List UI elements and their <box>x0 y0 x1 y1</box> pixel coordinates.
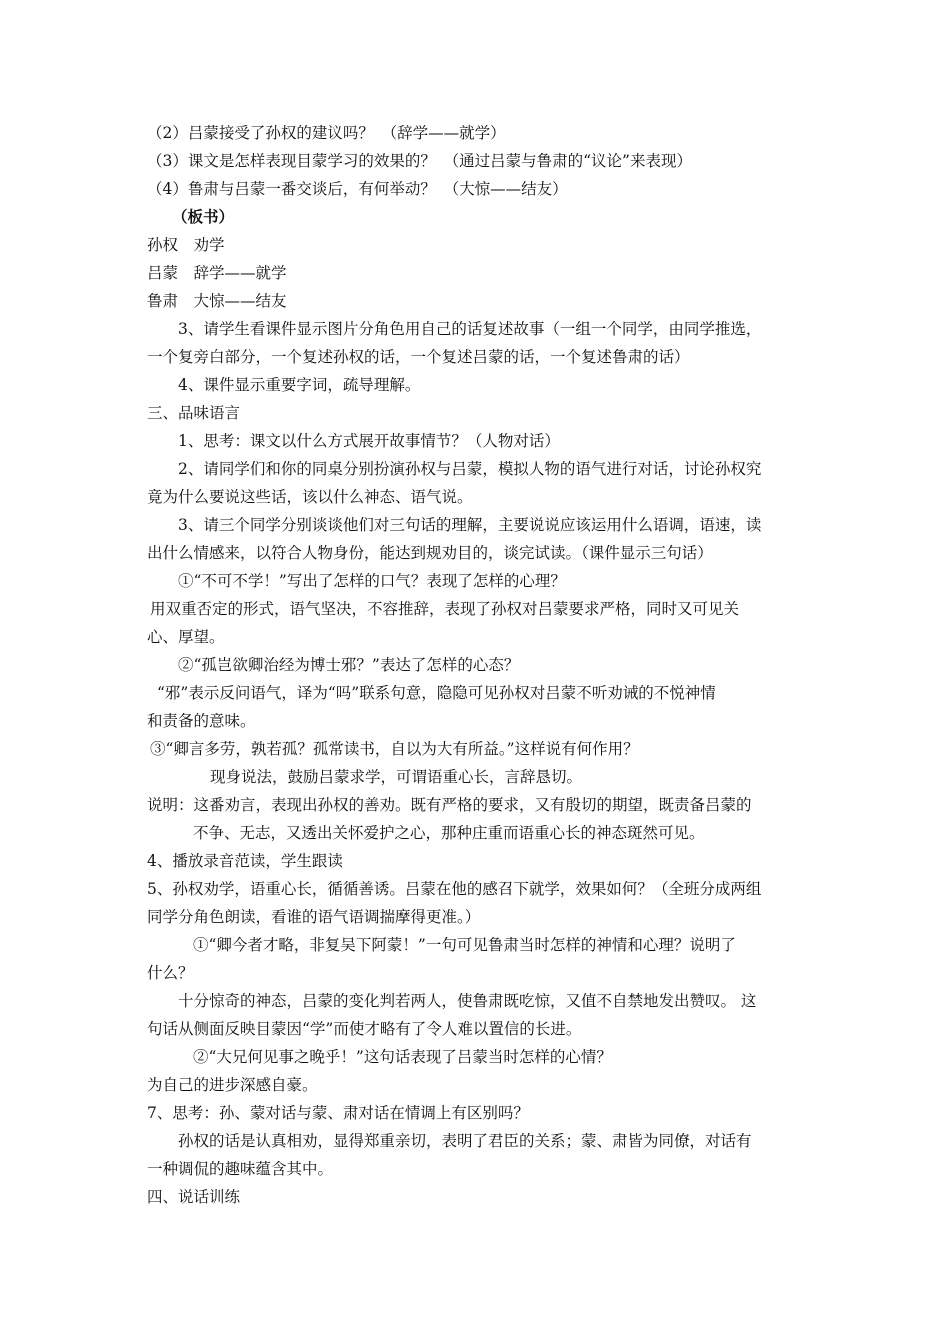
blackboard-heading: （板书） <box>172 207 235 226</box>
sentence-2-question: ②“孤岂欲卿治经为博士邪？”表达了怎样的心态？ <box>178 656 520 674</box>
three-sentences-line-2: 出什么情感来，以符合人物身份，能达到规劝目的，谈完试读。（课件显示三句话） <box>147 544 713 562</box>
step-recording: 4、播放录音范读，学生跟读 <box>147 852 343 870</box>
roleplay-line-1: 2、请同学们和你的同桌分别扮演孙权与吕蒙，模拟人物的语气进行对话，讨论孙权究 <box>178 460 762 478</box>
sentence-2-answer-line-2: 和责备的意味。 <box>147 712 256 730</box>
sentence-3-question: ③“卿言多劳，孰若孤？孤常读书，自以为大有所益。”这样说有何作用？ <box>150 740 639 758</box>
sentence-3-answer: 现身说法，鼓励吕蒙求学，可谓语重心长，言辞恳切。 <box>210 768 583 786</box>
explanation-line-1: 说明：这番劝言，表现出孙权的善劝。既有严格的要求，又有殷切的期望，既责备吕蒙的 <box>147 796 752 814</box>
lusu-question-line-1: ①“卿今者才略，非复吴下阿蒙！”一句可见鲁肃当时怎样的神情和心理？说明了 <box>193 936 736 954</box>
three-sentences-line-1: 3、请三个同学分别谈谈他们对三句话的理解，主要说说应该运用什么语调，语速，读 <box>178 516 762 534</box>
section-3-heading: 三、品味语言 <box>147 404 241 422</box>
sentence-1-answer-line-1: 用双重否定的形式，语气坚决，不容推辞，表现了孙权对吕蒙要求严格，同时又可见关 <box>150 600 740 618</box>
think-1: 1、思考：课文以什么方式展开故事情节？（人物对话） <box>178 432 560 450</box>
lumeng-answer: 为自己的进步深感自豪。 <box>147 1076 318 1094</box>
step-4: 4、课件显示重要字词，疏导理解。 <box>178 376 421 394</box>
lusu-answer-line-1: 十分惊奇的神态，吕蒙的变化判若两人，使鲁肃既吃惊，又值不自禁地发出赞叹。 这 <box>178 992 757 1010</box>
blackboard-line-1: 孙权 劝学 <box>147 236 225 254</box>
lusu-question-line-2: 什么？ <box>147 964 194 982</box>
question-2: （2）吕蒙接受了孙权的建议吗？ （辞学——就学） <box>147 124 506 142</box>
step-3-line-2: 一个复旁白部分，一个复述孙权的话，一个复述吕蒙的话，一个复述鲁肃的话） <box>147 348 690 366</box>
question-4: （4）鲁肃与吕蒙一番交谈后，有何举动？ （大惊——结友） <box>147 180 568 198</box>
think-7-answer-line-1: 孙权的话是认真相劝，显得郑重亲切，表明了君臣的关系；蒙、肃皆为同僚，对话有 <box>178 1132 752 1150</box>
roleplay-line-2: 竟为什么要说这些话，该以什么神态、语气说。 <box>147 488 473 506</box>
blackboard-line-3: 鲁肃 大惊——结友 <box>147 292 287 310</box>
step-3-line-1: 3、请学生看课件显示图片分角色用自己的话复述故事（一组一个同学，由同学推选， <box>178 320 762 338</box>
lumeng-question: ②“大兄何见事之晚乎！”这句话表现了吕蒙当时怎样的心情？ <box>193 1048 612 1066</box>
section-4-heading: 四、说话训练 <box>147 1188 241 1206</box>
sentence-1-answer-line-2: 心、厚望。 <box>147 628 225 646</box>
sentence-1-question: ①“不可不学！”写出了怎样的口气？表现了怎样的心理？ <box>178 572 566 590</box>
think-7: 7、思考：孙、蒙对话与蒙、肃对话在情调上有区别吗？ <box>147 1104 529 1122</box>
explanation-line-2: 不争、无志，又透出关怀爱护之心，那种庄重而语重心长的神态斑然可见。 <box>193 824 705 842</box>
think-7-answer-line-2: 一种调侃的趣味蕴含其中。 <box>147 1160 334 1178</box>
step-5-line-2: 同学分角色朗读，看谁的语气语调揣摩得更准。） <box>147 908 481 926</box>
step-5-line-1: 5、孙权劝学，语重心长，循循善诱。吕蒙在他的感召下就学，效果如何？（全班分成两组 <box>147 880 762 898</box>
sentence-2-answer-line-1: “邪”表示反问语气，译为“吗”联系句意，隐隐可见孙权对吕蒙不听劝诫的不悦神情 <box>157 684 716 702</box>
question-3: （3）课文是怎样表现目蒙学习的效果的？ （通过吕蒙与鲁肃的“议论”来表现） <box>147 152 692 170</box>
blackboard-line-2: 吕蒙 辞学——就学 <box>147 264 287 282</box>
lusu-answer-line-2: 句话从侧面反映目蒙因“学”而使才略有了令人难以置信的长进。 <box>147 1020 582 1038</box>
